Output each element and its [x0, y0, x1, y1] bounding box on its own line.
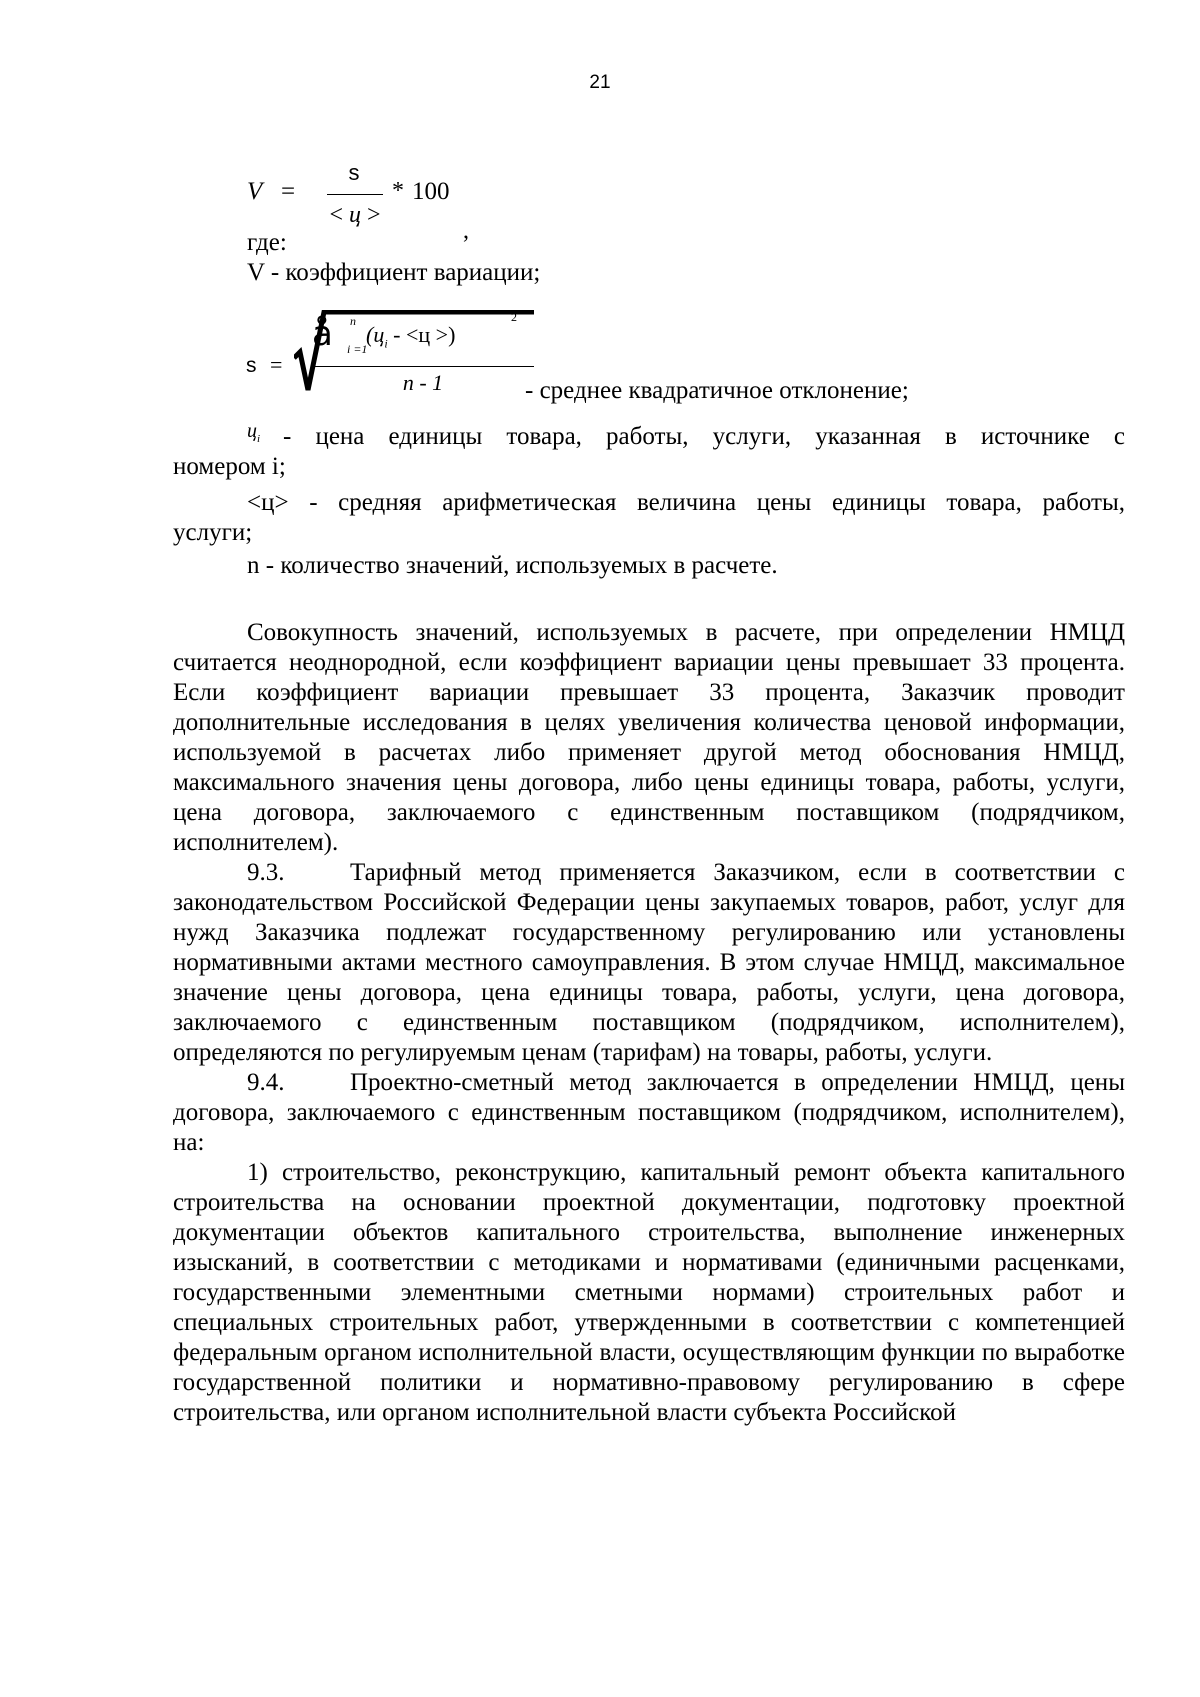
- formula-s-den-text: n - 1: [402, 370, 444, 395]
- ci-symbol-sub: i: [257, 433, 261, 445]
- formula-v-den-close: >: [367, 202, 381, 228]
- paragraph-9-4: [173, 1068, 1125, 1158]
- ci-definition-line1: - цена единицы товара, работы, услуги, указанная в источнике с: [283, 423, 1125, 450]
- formula-v-denominator: [315, 202, 395, 229]
- summation-upper-limit: n: [350, 314, 356, 328]
- ci-definition-line2: номером i;: [173, 453, 286, 480]
- summation-body-var: (ц: [366, 322, 385, 347]
- ci-symbol-var: ц: [247, 420, 257, 442]
- formula-v-factor: 100: [412, 178, 450, 205]
- clause-number-9-3: 9.3.: [247, 859, 285, 886]
- body-text: [173, 618, 1125, 1428]
- summation-body-sub: i: [384, 336, 388, 351]
- v-definition: V - коэффициент вариации;: [247, 259, 541, 286]
- summation-sign: å: [312, 314, 333, 354]
- formula-v-den-open: <: [329, 202, 343, 228]
- power-two: 2: [511, 310, 517, 324]
- clause-number-9-4: 9.4.: [247, 1069, 285, 1096]
- summation-body-rest: - <ц >): [387, 322, 456, 347]
- formula-v-comma: ,: [463, 218, 469, 244]
- page-number: 21: [589, 72, 611, 93]
- formula-v-times: *: [392, 178, 404, 204]
- summation-lower-limit: i =1: [347, 342, 368, 356]
- where-label: где:: [247, 229, 287, 256]
- formula-s-lhs: s: [246, 354, 257, 377]
- formula-s-equals: =: [270, 352, 283, 377]
- formula-v-equals: =: [281, 178, 296, 205]
- clause-text-9-3: Тарифный метод применяется Заказчиком, если в соответствии с законодательством Российской Федерации цены закупаемых товаров, работ, услуг для нужд Заказчика подлежат государственному регулированию или установлены нормативными актами местного самоуправления. В этом случае НМЦД, максимальное значение цены договора, цена единицы товара, работы, услуги, цена договора, заключаемого с единственным поставщиком (подрядчиком, исполнителем), определяются по регулируемым ценам (тарифам) на товары, работы, услуги.: [173, 859, 1125, 1066]
- formula-s-denominator: [312, 370, 534, 396]
- formula-v-fraction-bar: [327, 194, 383, 195]
- formula-v-numerator: s: [348, 160, 360, 185]
- mean-definition-line1: <ц> - средняя арифметическая величина цены единицы товара, работы,: [247, 489, 1125, 516]
- summation-body: [366, 322, 455, 351]
- formula-v-den-var: ц: [349, 202, 361, 228]
- standard-deviation-formula: [246, 310, 536, 400]
- formula-v-lhs: V: [247, 178, 263, 205]
- sigma-definition: - среднее квадратичное отклонение;: [525, 377, 909, 404]
- paragraph-heterogeneity: Совокупность значений, используемых в расчете, при определении НМЦД считается неоднородной, если коэффициент вариации цены превышает 33 процента. Если коэффициент вариации превышает 33 процента, Заказчик проводит дополнительные исследования в целях увеличения количества ценовой информации, используемой в расчетах либо применяет другой метод обоснования НМЦД, максимального значения цены договора, либо цены единицы товара, работы, услуги, цена договора, заключаемого с единственным поставщиком (подрядчиком, исполнителем).: [173, 619, 1125, 856]
- paragraph-9-3: [173, 858, 1125, 1068]
- n-definition: n - количество значений, используемых в расчете.: [247, 552, 778, 579]
- mean-definition-line2: услуги;: [173, 519, 253, 546]
- paragraph-item-1: 1) строительство, реконструкцию, капитальный ремонт объекта капитального строительства на основании проектной документации, подготовку проектной документации объектов капитального строительства, выполнение инженерных изысканий, в соответствии с методиками и нормативами (единичными расценками, государственными элементными сметными нормами) строительных работ и специальных строительных работ, утвержденными в соответствии с компетенцией федеральным органом исполнительной власти, осуществляющим функции по выработке государственной политики и нормативно-правовому регулированию в сфере строительства, или органом исполнительной власти субъекта Российской: [173, 1159, 1125, 1426]
- clause-text-9-4: Проектно-сметный метод заключается в определении НМЦД, цены договора, заключаемого с единственным поставщиком (подрядчиком, исполнителем), на:: [173, 1069, 1125, 1156]
- ci-symbol: [247, 420, 260, 445]
- formula-s-fraction-bar: [312, 366, 534, 367]
